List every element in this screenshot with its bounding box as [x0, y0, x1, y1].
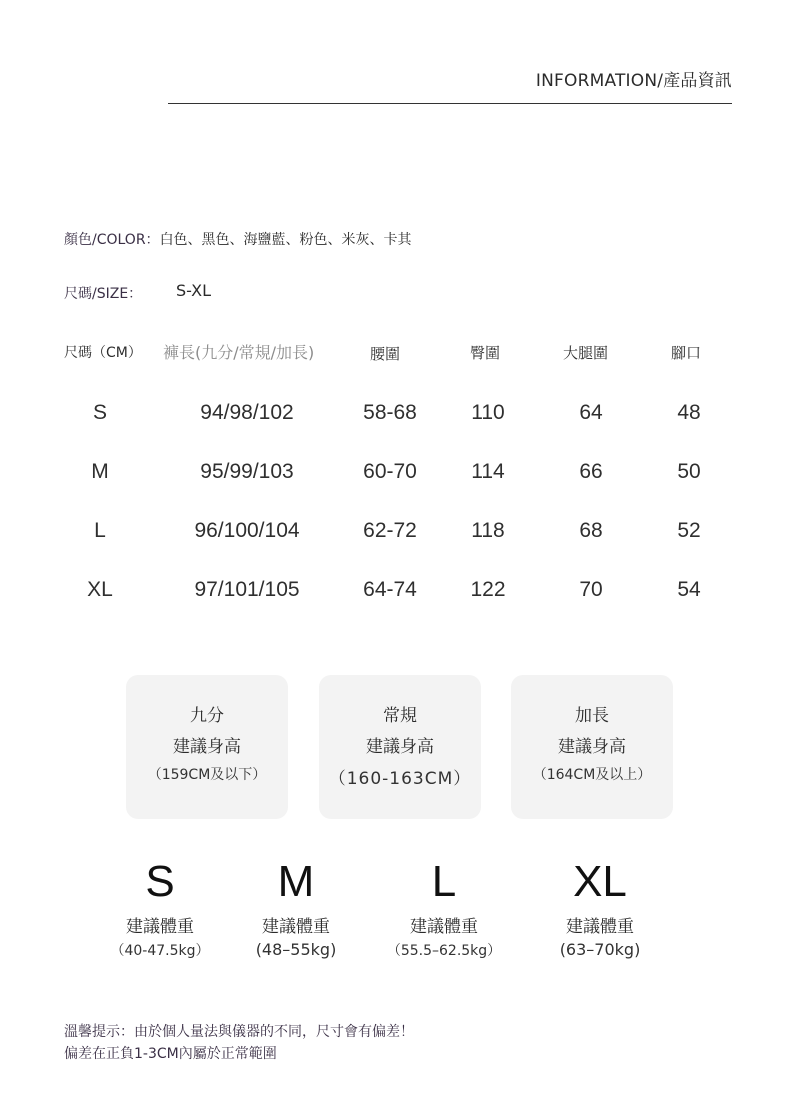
- weight-size-letter: L: [431, 857, 457, 906]
- table-row: [0, 578, 800, 608]
- table-cell-hem: 48: [677, 401, 701, 424]
- length-card-range: （159CM及以下）: [147, 767, 267, 783]
- weight-size-letter: XL: [573, 857, 627, 906]
- length-card-name: 九分: [190, 706, 224, 726]
- length-card-label: 建議身高: [366, 737, 434, 757]
- table-cell-waist: 62-72: [363, 519, 417, 542]
- color-value: 白色、黑色、海鹽藍、粉色、米灰、卡其: [159, 232, 412, 248]
- table-cell-hem: 50: [677, 460, 701, 483]
- length-card-label: 建議身高: [558, 737, 626, 757]
- length-card-cropped: [126, 675, 288, 819]
- weight-range: （40-47.5kg）: [110, 943, 210, 959]
- weight-range: (48–55kg): [255, 940, 337, 959]
- length-card-regular: [319, 675, 481, 819]
- table-cell-length: 96/100/104: [194, 519, 300, 542]
- table-cell-thigh: 68: [579, 519, 603, 542]
- table-header-hem: 腳口: [671, 344, 702, 362]
- notice-line-1: 溫馨提示：由於個人量法與儀器的不同，尺寸會有偏差！: [64, 1024, 414, 1040]
- table-row: [0, 519, 800, 549]
- length-card-range: （164CM及以上）: [532, 767, 652, 783]
- table-cell-size: XL: [87, 578, 113, 601]
- table-cell-length: 94/98/102: [200, 401, 294, 424]
- weight-size-letter: S: [145, 857, 175, 906]
- notice-line-2: 偏差在正負1-3CM內屬於正常範圍: [64, 1046, 277, 1062]
- size-label: 尺碼/SIZE：: [64, 286, 143, 302]
- table-cell-hip: 118: [471, 519, 505, 542]
- table-header-waist: 腰圍: [370, 345, 401, 363]
- table-cell-waist: 64-74: [363, 578, 417, 601]
- table-cell-length: 95/99/103: [200, 460, 294, 483]
- table-cell-hip: 122: [470, 578, 506, 601]
- table-cell-thigh: 64: [579, 401, 603, 424]
- weight-size-l: [374, 856, 514, 960]
- header-title: INFORMATION/產品資訊: [535, 71, 732, 91]
- table-cell-length: 97/101/105: [194, 578, 300, 601]
- table-cell-thigh: 66: [579, 460, 603, 483]
- table-cell-waist: 60-70: [363, 460, 417, 483]
- size-value: S-XL: [176, 281, 212, 300]
- table-cell-hem: 52: [677, 519, 701, 542]
- length-card-long: [511, 675, 673, 819]
- length-card-name: 常規: [383, 706, 417, 726]
- table-header-hip: 臀圍: [470, 344, 501, 362]
- color-label: 顏色/COLOR：: [64, 232, 160, 248]
- weight-size-m: [226, 856, 366, 959]
- weight-label: 建議體重: [262, 917, 330, 937]
- table-cell-hip: 114: [471, 460, 505, 483]
- weight-size-letter: M: [277, 857, 315, 906]
- color-info: [64, 229, 412, 249]
- weight-range: (63–70kg): [559, 940, 641, 959]
- weight-label: 建議體重: [126, 917, 194, 937]
- header-divider: [168, 103, 732, 104]
- length-card-name: 加長: [575, 706, 609, 726]
- weight-label: 建議體重: [410, 917, 478, 937]
- table-cell-hip: 110: [471, 401, 505, 424]
- table-cell-waist: 58-68: [363, 401, 417, 424]
- table-header-thigh: 大腿圍: [563, 344, 609, 362]
- table-cell-hem: 54: [677, 578, 701, 601]
- table-cell-size: L: [94, 519, 106, 542]
- table-cell-size: S: [92, 401, 108, 424]
- table-cell-thigh: 70: [579, 578, 603, 601]
- table-row: [0, 460, 800, 490]
- length-card-range: （160-163CM）: [328, 769, 472, 789]
- weight-label: 建議體重: [566, 917, 634, 937]
- weight-size-xl: [530, 856, 670, 959]
- table-row: [0, 401, 800, 431]
- table-header-length: 褲長(九分/常規/加長): [163, 343, 315, 362]
- size-info: [64, 283, 142, 303]
- length-card-label: 建議身高: [173, 737, 241, 757]
- weight-range: （55.5–62.5kg）: [386, 943, 502, 959]
- table-header-row: [0, 338, 800, 368]
- weight-size-s: [90, 856, 230, 960]
- table-header-size: 尺碼（CM）: [64, 345, 142, 361]
- table-cell-size: M: [91, 460, 109, 483]
